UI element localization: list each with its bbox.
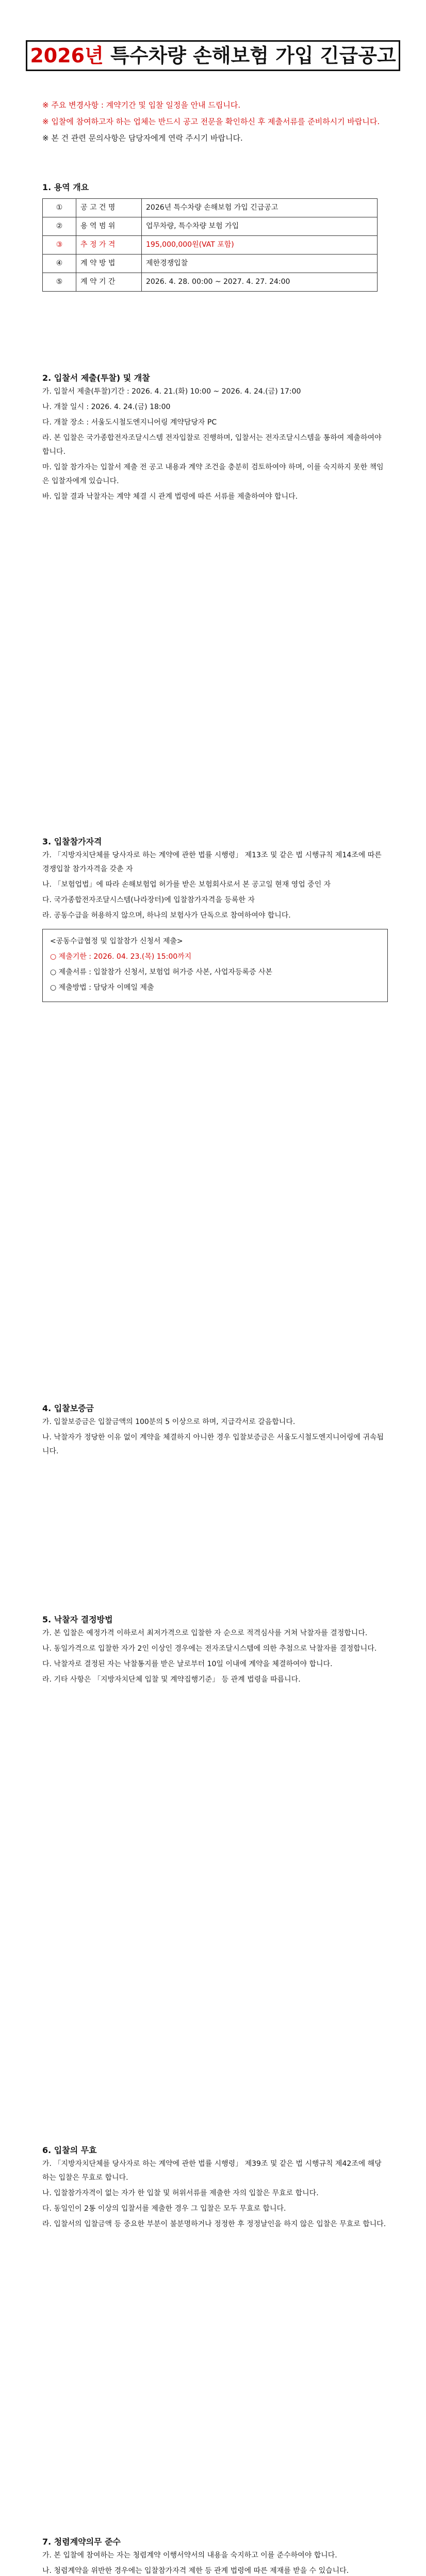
section-item: 다. 국가종합전자조달시스템(나라장터)에 입찰참가자격을 등록한 자	[42, 896, 255, 904]
table-cell: ②	[43, 217, 76, 236]
box-line: <공동수급협정 및 입찰참가 신청서 제출>	[50, 937, 183, 945]
section-item: 바. 입찰 결과 낙찰자는 계약 체결 시 관계 법령에 따른 서류를 제출하여야 합니다.	[42, 493, 298, 501]
page-title	[26, 40, 400, 71]
title-year: 2026년	[30, 44, 104, 67]
section-overview	[42, 180, 388, 292]
box-line: ○ 제출기한 : 2026. 04. 23.(목) 15:00까지	[50, 953, 192, 961]
table-cell: ⑤	[43, 273, 76, 292]
box-line: ○ 제출서류 : 입찰참가 신청서, 보험업 허가증 사본, 사업자등록증 사본	[50, 968, 273, 976]
section-invalid	[42, 2143, 388, 2233]
section-heading: 5. 낙찰자 결정방법	[42, 1615, 113, 1624]
section-item: 라. 본 입찰은 국가종합전자조달시스템 전자입찰로 진행하며, 입찰서는 전자조달시스템을 통하여 제출하여야 합니다.	[42, 434, 382, 456]
table-cell: 공 고 건 명	[76, 199, 142, 217]
section-heading: 7. 청렴계약의무 준수	[42, 2537, 121, 2547]
section-item: 가. 입찰서 제출(투찰)기간 : 2026. 4. 21.(화) 10:00 ~ 2026. 4. 24.(금) 17:00	[42, 387, 301, 396]
table-cell: 계 약 방 법	[76, 255, 142, 273]
table-cell: ④	[43, 255, 76, 273]
section-award	[42, 1613, 388, 1688]
table-row	[43, 255, 378, 273]
section-item: 라. 입찰서의 입찰금액 등 중요한 부분이 불분명하거나 정정한 후 정정날인을 하지 않은 입찰은 무효로 합니다.	[42, 2220, 386, 2228]
section-item: 다. 개찰 장소 : 서울도시철도엔지니어링 계약담당자 PC	[42, 418, 217, 427]
joint-bid-box	[42, 929, 388, 1002]
section-heading: 1. 용역 개요	[42, 182, 89, 192]
box-line: ○ 제출방법 : 담당자 이메일 제출	[50, 984, 154, 992]
table-cell: 제한경쟁입찰	[142, 255, 378, 273]
notice-line: ※ 주요 변경사항 : 계약기간 및 입찰 일정을 안내 드립니다.	[42, 100, 241, 110]
section-bidding	[42, 371, 388, 505]
table-cell: 용 역 범 위	[76, 217, 142, 236]
notice-box	[42, 98, 388, 147]
section-item: 가. 입찰보증금은 입찰금액의 100분의 5 이상으로 하며, 지급각서로 갈음합니다.	[42, 1418, 296, 1426]
section-item: 라. 공동수급을 허용하지 않으며, 하나의 보험사가 단독으로 참여하여야 합니다.	[42, 911, 291, 920]
table-cell: 2026년 특수차량 손해보험 가입 긴급공고	[142, 199, 378, 217]
section-heading: 2. 입찰서 제출(투찰) 및 개찰	[42, 373, 150, 383]
section-item: 가. 본 입찰은 예정가격 이하로서 최저가격으로 입찰한 자 순으로 적격심사를 거쳐 낙찰자를 결정합니다.	[42, 1629, 368, 1637]
section-item: 나. 낙찰자가 정당한 이유 없이 계약을 체결하지 아니한 경우 입찰보증금은 서울도시철도엔지니어링에 귀속됩니다.	[42, 1433, 384, 1455]
table-cell: 195,000,000원(VAT 포함)	[142, 236, 378, 255]
section-heading: 4. 입찰보증금	[42, 1403, 94, 1413]
section-item: 가. 「지방자치단체를 당사자로 하는 계약에 관한 법률 시행령」 제13조 및 같은 법 시행규칙 제14조에 따른 경쟁입찰 참가자격을 갖춘 자	[42, 851, 382, 873]
section-item: 가. 본 입찰에 참여하는 자는 청렴계약 이행서약서의 내용을 숙지하고 이를 준수하여야 합니다.	[42, 2551, 337, 2560]
table-cell: ①	[43, 199, 76, 217]
section-heading: 6. 입찰의 무효	[42, 2145, 97, 2155]
section-item: 나. 동일가격으로 입찰한 자가 2인 이상인 경우에는 전자조달시스템에 의한 추첨으로 낙찰자를 결정합니다.	[42, 1645, 377, 1653]
section-item: 다. 낙찰자로 결정된 자는 낙찰통지를 받은 날로부터 10일 이내에 계약을 체결하여야 합니다.	[42, 1660, 333, 1668]
section-item: 마. 입찰 참가자는 입찰서 제출 전 공고 내용과 계약 조건을 충분히 검토하여야 하며, 이를 숙지하지 못한 책임은 입찰자에게 있습니다.	[42, 463, 384, 485]
table-cell: 계 약 기 간	[76, 273, 142, 292]
section-item: 나. 개찰 일시 : 2026. 4. 24.(금) 18:00	[42, 403, 171, 411]
overview-table	[42, 198, 378, 292]
section-heading: 3. 입찰참가자격	[42, 837, 102, 846]
table-cell: 추 정 가 격	[76, 236, 142, 255]
section-integrity	[42, 2535, 388, 2576]
table-row	[43, 273, 378, 292]
table-row	[43, 199, 378, 217]
section-item: 나. 「보험업법」에 따라 손해보험업 허가를 받은 보험회사로서 본 공고일 현재 영업 중인 자	[42, 880, 331, 889]
title-text: 특수차량 손해보험 가입 긴급공고	[110, 44, 396, 67]
notice-line: ※ 입찰에 참여하고자 하는 업체는 반드시 공고 전문을 확인하신 후 제출서류를 준비하시기 바랍니다.	[42, 117, 380, 126]
notice-line: ※ 본 건 관련 문의사항은 담당자에게 연락 주시기 바랍니다.	[42, 133, 243, 143]
section-item: 다. 동일인이 2통 이상의 입찰서를 제출한 경우 그 입찰은 모두 무효로 합니다.	[42, 2205, 286, 2213]
section-item: 가. 「지방자치단체를 당사자로 하는 계약에 관한 법률 시행령」 제39조 및 같은 법 시행규칙 제42조에 해당하는 입찰은 무효로 합니다.	[42, 2160, 382, 2182]
table-row	[43, 236, 378, 255]
table-row	[43, 217, 378, 236]
table-cell: 2026. 4. 28. 00:00 ~ 2027. 4. 27. 24:00	[142, 273, 378, 292]
section-qualification	[42, 835, 388, 1008]
section-deposit	[42, 1401, 388, 1460]
section-item: 나. 청렴계약을 위반한 경우에는 입찰참가자격 제한 등 관계 법령에 따른 제재를 받을 수 있습니다.	[42, 2567, 349, 2575]
section-item: 나. 입찰참가자격이 없는 자가 한 입찰 및 허위서류를 제출한 자의 입찰은 무효로 합니다.	[42, 2189, 319, 2197]
table-cell: 업무차량, 특수차량 보험 가입	[142, 217, 378, 236]
table-cell: ③	[43, 236, 76, 255]
section-item: 라. 기타 사항은 「지방자치단체 입찰 및 계약집행기준」 등 관계 법령을 따릅니다.	[42, 1675, 301, 1684]
